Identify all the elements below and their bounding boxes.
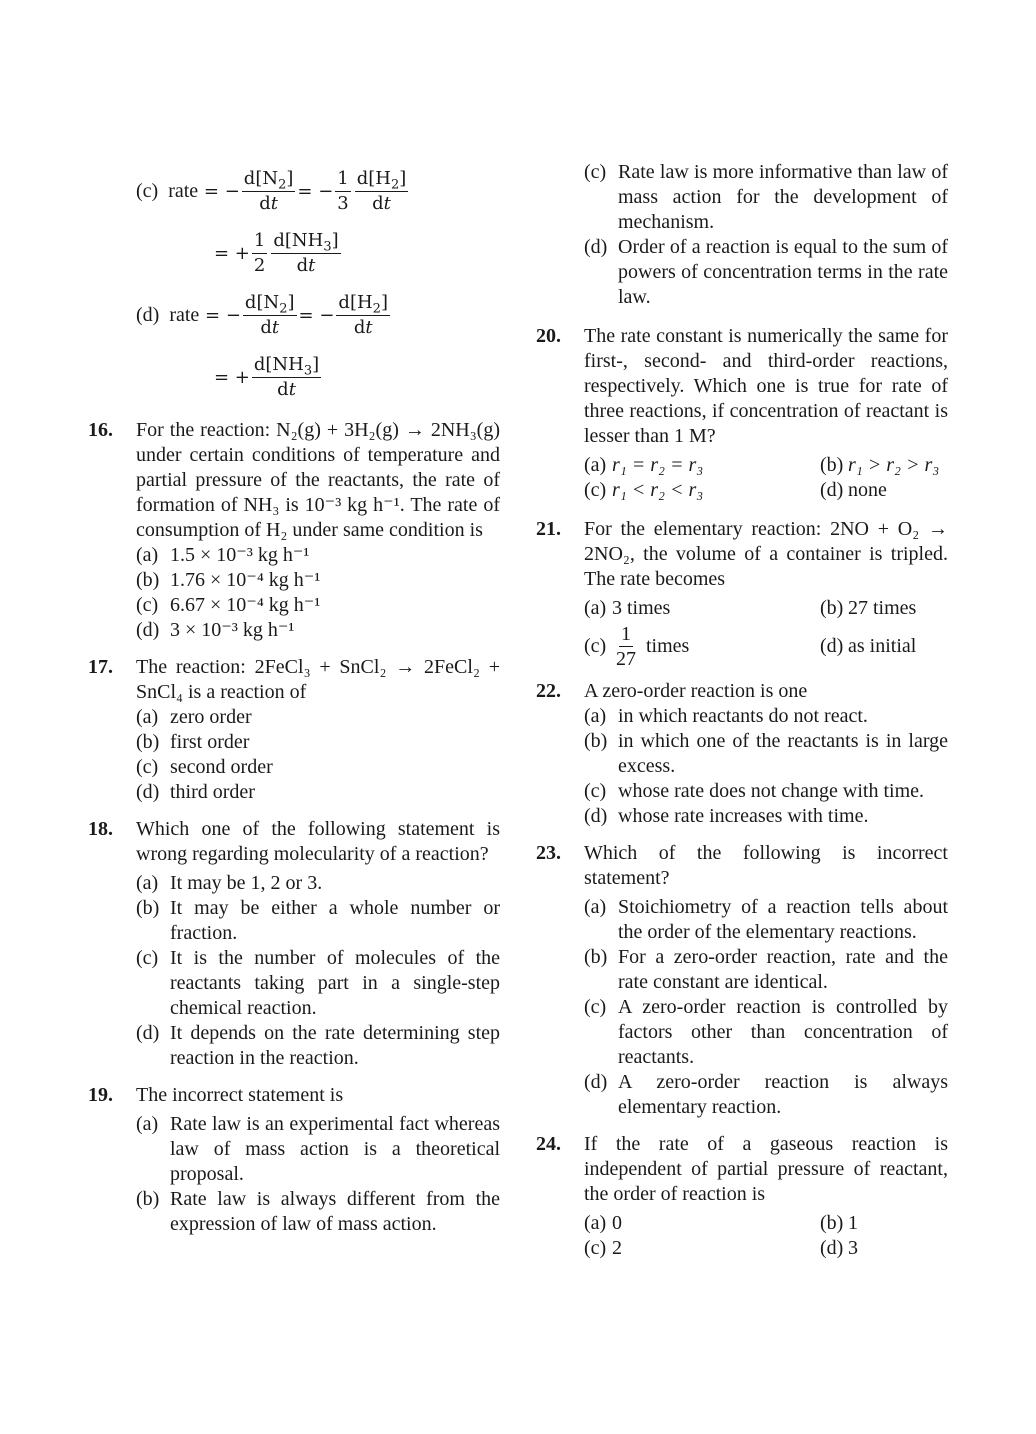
- question-text: The rate constant is numerically the same for first-, second- and third-order reactions, respectively. Which one is true for rate of three reactions, if concentration of reactant is lesser than 1 M?: [584, 325, 948, 447]
- question-17: [88, 655, 500, 805]
- question-text: A zero-order reaction is one: [584, 680, 808, 702]
- option-d[interactable]: (d) 3: [820, 1237, 858, 1259]
- option-b[interactable]: (b) r₁ > r₂ > r₃: [820, 454, 940, 476]
- question-number: 16.: [88, 419, 113, 441]
- question-23: [536, 841, 948, 1120]
- q15-c-equation-line2: = + $\frac{1}{2}$ $\frac{d[NH_3]}{dt}$: [214, 229, 339, 276]
- option-c[interactable]: (c) second order: [136, 756, 273, 778]
- options-grid: [584, 453, 948, 503]
- fraction: $\frac{1}{27}$: [616, 622, 636, 670]
- option-c[interactable]: (c) 2: [584, 1237, 622, 1259]
- q15-option-d: [88, 284, 500, 408]
- option-b[interactable]: (b) 27 times: [820, 597, 917, 619]
- question-number: 19.: [88, 1084, 113, 1106]
- question-number: 20.: [536, 325, 561, 347]
- option-c[interactable]: (c) Rate law is more informative than law of mass action for the development of mechanism.: [584, 161, 948, 233]
- question-text: For the reaction: N₂(g) + 3H₂(g) → 2NH₃(g) under certain conditions of temperature and partial pressure of the reactants, the rate of formation of NH₃ is 10⁻³ kg h⁻¹. The rate of consumption of H₂ under same condition is: [136, 419, 500, 541]
- option-b[interactable]: (b) Rate law is always different from the expression of law of mass action.: [136, 1188, 500, 1235]
- q15-d-rate-word: rate: [169, 303, 200, 326]
- option-a[interactable]: (a) 3 times: [584, 597, 671, 619]
- question-19: [88, 1083, 500, 1237]
- option-b[interactable]: (b) For a zero-order reaction, rate and the rate constant are identical.: [584, 946, 948, 993]
- q15-d-equation-line2: = + $\frac{d[NH_3]}{dt}$: [214, 353, 320, 400]
- question-19-continued: [536, 160, 948, 310]
- q15-d-label: (d): [136, 303, 160, 326]
- question-18: [88, 817, 500, 1071]
- option-d[interactable]: (d) A zero-order reaction is always elementary reaction.: [584, 1071, 948, 1118]
- question-number: 21.: [536, 518, 561, 540]
- q15-d-equation: (d) rate = − $\frac{d[N_2]}{dt}$ = − $\frac{d[H_2]}{dt}$: [136, 291, 388, 338]
- q15-c-rate-word: rate: [168, 179, 199, 202]
- question-24: [536, 1132, 948, 1261]
- question-number: 22.: [536, 680, 561, 702]
- question-number: 17.: [88, 656, 113, 678]
- option-c[interactable]: (c) r₁ < r₂ < r₃: [584, 479, 704, 501]
- option-d[interactable]: (d) third order: [136, 781, 255, 803]
- option-b[interactable]: (b) 1.76 × 10⁻⁴ kg h⁻¹: [136, 569, 321, 591]
- question-21: [536, 517, 948, 671]
- option-c[interactable]: (c) A zero-order reaction is controlled by factors other than concentration of reactants.: [584, 996, 948, 1068]
- question-number: 23.: [536, 842, 561, 864]
- right-column: [536, 160, 948, 1261]
- question-text: The incorrect statement is: [136, 1084, 344, 1106]
- q15-c-label: (c): [136, 179, 159, 202]
- option-a[interactable]: (a) 1.5 × 10⁻³ kg h⁻¹: [136, 544, 310, 566]
- option-d[interactable]: (d) as initial: [820, 634, 917, 657]
- option-d[interactable]: (d) 3 × 10⁻³ kg h⁻¹: [136, 619, 295, 641]
- option-b[interactable]: (b) in which one of the reactants is in large excess.: [584, 730, 948, 777]
- option-b[interactable]: (b) 1: [820, 1212, 858, 1234]
- option-b[interactable]: (b) first order: [136, 731, 250, 753]
- options-grid: [584, 1211, 948, 1261]
- q15-c-equation: (c) rate = − $\frac{d[N_2]}{dt}$ = − $\frac{1}{3}$ $\frac{d[H_2]}{dt}$: [136, 167, 407, 214]
- question-20: [536, 324, 948, 503]
- left-column: [88, 160, 500, 1237]
- question-text: Which of the following is incorrect statement?: [584, 842, 948, 889]
- option-a[interactable]: (a) Stoichiometry of a reaction tells about the order of the elementary reactions.: [584, 896, 948, 943]
- options-grid: [584, 596, 948, 671]
- option-a[interactable]: (a) It may be 1, 2 or 3.: [136, 872, 323, 894]
- option-c[interactable]: (c) 6.67 × 10⁻⁴ kg h⁻¹: [136, 594, 321, 616]
- option-d[interactable]: (d) Order of a reaction is equal to the sum of powers of concentration terms in the rate law.: [584, 236, 948, 308]
- option-a[interactable]: (a) in which reactants do not react.: [584, 705, 868, 727]
- option-c[interactable]: (c) It is the number of molecules of the reactants taking part in a single-step chemical reaction.: [136, 947, 500, 1019]
- option-a[interactable]: (a) zero order: [136, 706, 252, 728]
- option-a[interactable]: (a) r₁ = r₂ = r₃: [584, 454, 704, 476]
- option-a[interactable]: (a) 0: [584, 1212, 622, 1234]
- question-text: If the rate of a gaseous reaction is independent of partial pressure of reactant, the order of reaction is: [584, 1133, 948, 1205]
- option-c[interactable]: (c) whose rate does not change with time.: [584, 780, 925, 802]
- option-d[interactable]: (d) none: [820, 479, 887, 501]
- question-text: The reaction: 2FeCl₃ + SnCl₂ → 2FeCl₂ + SnCl₄ is a reaction of: [136, 656, 500, 703]
- q15-option-c: [88, 160, 500, 284]
- question-number: 18.: [88, 818, 113, 840]
- option-a[interactable]: (a) Rate law is an experimental fact whereas law of mass action is a theoretical proposal.: [136, 1113, 500, 1185]
- question-number: 24.: [536, 1133, 561, 1155]
- question-text: For the elementary reaction: 2NO + O₂ → 2NO₂, the volume of a container is tripled. The rate becomes: [584, 518, 948, 590]
- question-text: Which one of the following statement is wrong regarding molecularity of a reaction?: [136, 818, 500, 865]
- option-c[interactable]: (c) $\frac{1}{27}$ times: [584, 622, 690, 670]
- option-d[interactable]: (d) whose rate increases with time.: [584, 805, 869, 827]
- question-16: [88, 418, 500, 643]
- question-22: [536, 679, 948, 829]
- option-b[interactable]: (b) It may be either a whole number or fraction.: [136, 897, 500, 944]
- option-d[interactable]: (d) It depends on the rate determining step reaction in the reaction.: [136, 1022, 500, 1069]
